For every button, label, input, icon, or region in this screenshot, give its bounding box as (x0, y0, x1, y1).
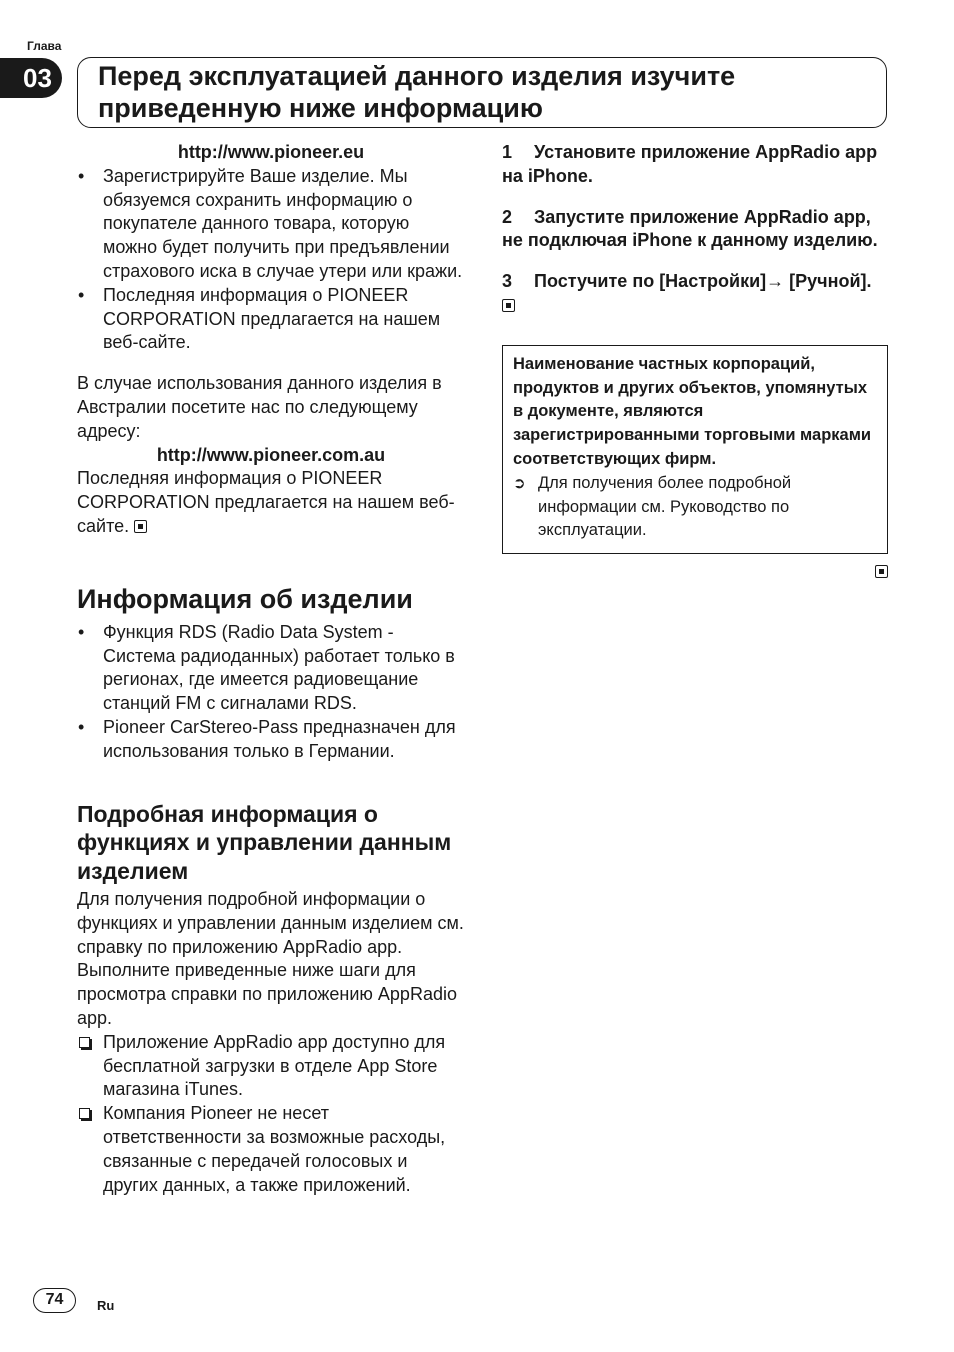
end-mark-icon (502, 299, 515, 312)
end-mark-icon (134, 520, 147, 533)
end-mark-icon (875, 565, 888, 578)
step-1 (502, 141, 888, 189)
latest-info-text: Последняя информация о PIONEER CORPORATION предлагается на нашем веб-сайте. (77, 468, 455, 536)
bullet-list-registration (77, 165, 465, 355)
bullet-list-product-info (77, 621, 465, 764)
list-item: • Зарегистрируйте Ваше изделие. Мы обязуемся сохранить информацию о покупателе данного товара, которую можно будет получить при предъявлении страхового иска в случае утери или кражи. (77, 165, 465, 284)
trademark-note-box (502, 345, 888, 554)
url-au[interactable]: http://www.pioneer.com.au (156, 444, 386, 465)
chapter-number-badge: 03 (0, 58, 62, 98)
step-number: 3 (502, 271, 513, 292)
right-column (502, 141, 888, 584)
page-number: 74 (33, 1288, 76, 1313)
step-text: Установите приложение AppRadio app на iPhone. (502, 142, 878, 186)
list-item: Компания Pioneer не несет ответственности за возможные расходы, связанные с передачей голосовых и других данных, а также приложений. (77, 1102, 465, 1197)
manual-reference (513, 472, 877, 543)
checkbox-note-list (77, 1031, 465, 1198)
url-eu[interactable]: http://www.pioneer.eu (177, 142, 365, 162)
latest-info-paragraph (77, 467, 465, 538)
chapter-title (77, 57, 887, 128)
manual-reference-text: Для получения более подробной информации см. Руководство по эксплуатации. (538, 473, 792, 540)
list-item: • Последняя информация о PIONEER CORPORATION предлагается на нашем веб-сайте. (77, 284, 465, 355)
step-text: Запустите приложение AppRadio app, не подключая iPhone к данному изделию. (502, 206, 878, 251)
section-title: Информация об изделии (77, 583, 413, 614)
chapter-title-line2: приведенную ниже информацию (98, 93, 543, 123)
language-code: Ru (97, 1298, 115, 1313)
chapter-label: Глава (27, 39, 62, 53)
trademark-note-text: Наименование частных корпораций, продуктов и других объектов, упомянутых в документе, являются зарегистрированными торговыми марками соответствующих фирм. (513, 354, 872, 468)
list-item: • Pioneer CarStereo-Pass предназначен для использования только в Германии. (77, 716, 465, 764)
arrow-icon: ➲ (513, 474, 526, 492)
right-end-mark (502, 560, 888, 584)
details-paragraph: Для получения подробной информации о функциях и управлении данным изделием см. справку по приложению AppRadio app. Выполните приведенные ниже шаги для просмотра справки по приложению AppRadio app. (77, 889, 464, 1029)
step-number: 2 (502, 206, 513, 227)
left-column (77, 141, 465, 1197)
step-number: 1 (502, 142, 513, 162)
step-3 (502, 270, 888, 318)
step-text: Постучите по [Настройки]→ [Ручной]. (534, 271, 872, 292)
step-2 (502, 206, 888, 254)
australia-paragraph: В случае использования данного изделия в Австралии посетите нас по следующему адресу: (77, 373, 442, 441)
list-item: Приложение AppRadio app доступно для бесплатной загрузки в отделе App Store магазина iTunes. (77, 1031, 465, 1102)
list-item: • Функция RDS (Radio Data System - Система радиоданных) работает только в регионах, где имеется радиовещание станций FM с сигналами RDS. (77, 621, 465, 716)
chapter-title-line1: Перед эксплуатацией данного изделия изучите (98, 61, 736, 91)
subsection-title: Подробная информация о функциях и управлении данным изделием (77, 800, 452, 884)
